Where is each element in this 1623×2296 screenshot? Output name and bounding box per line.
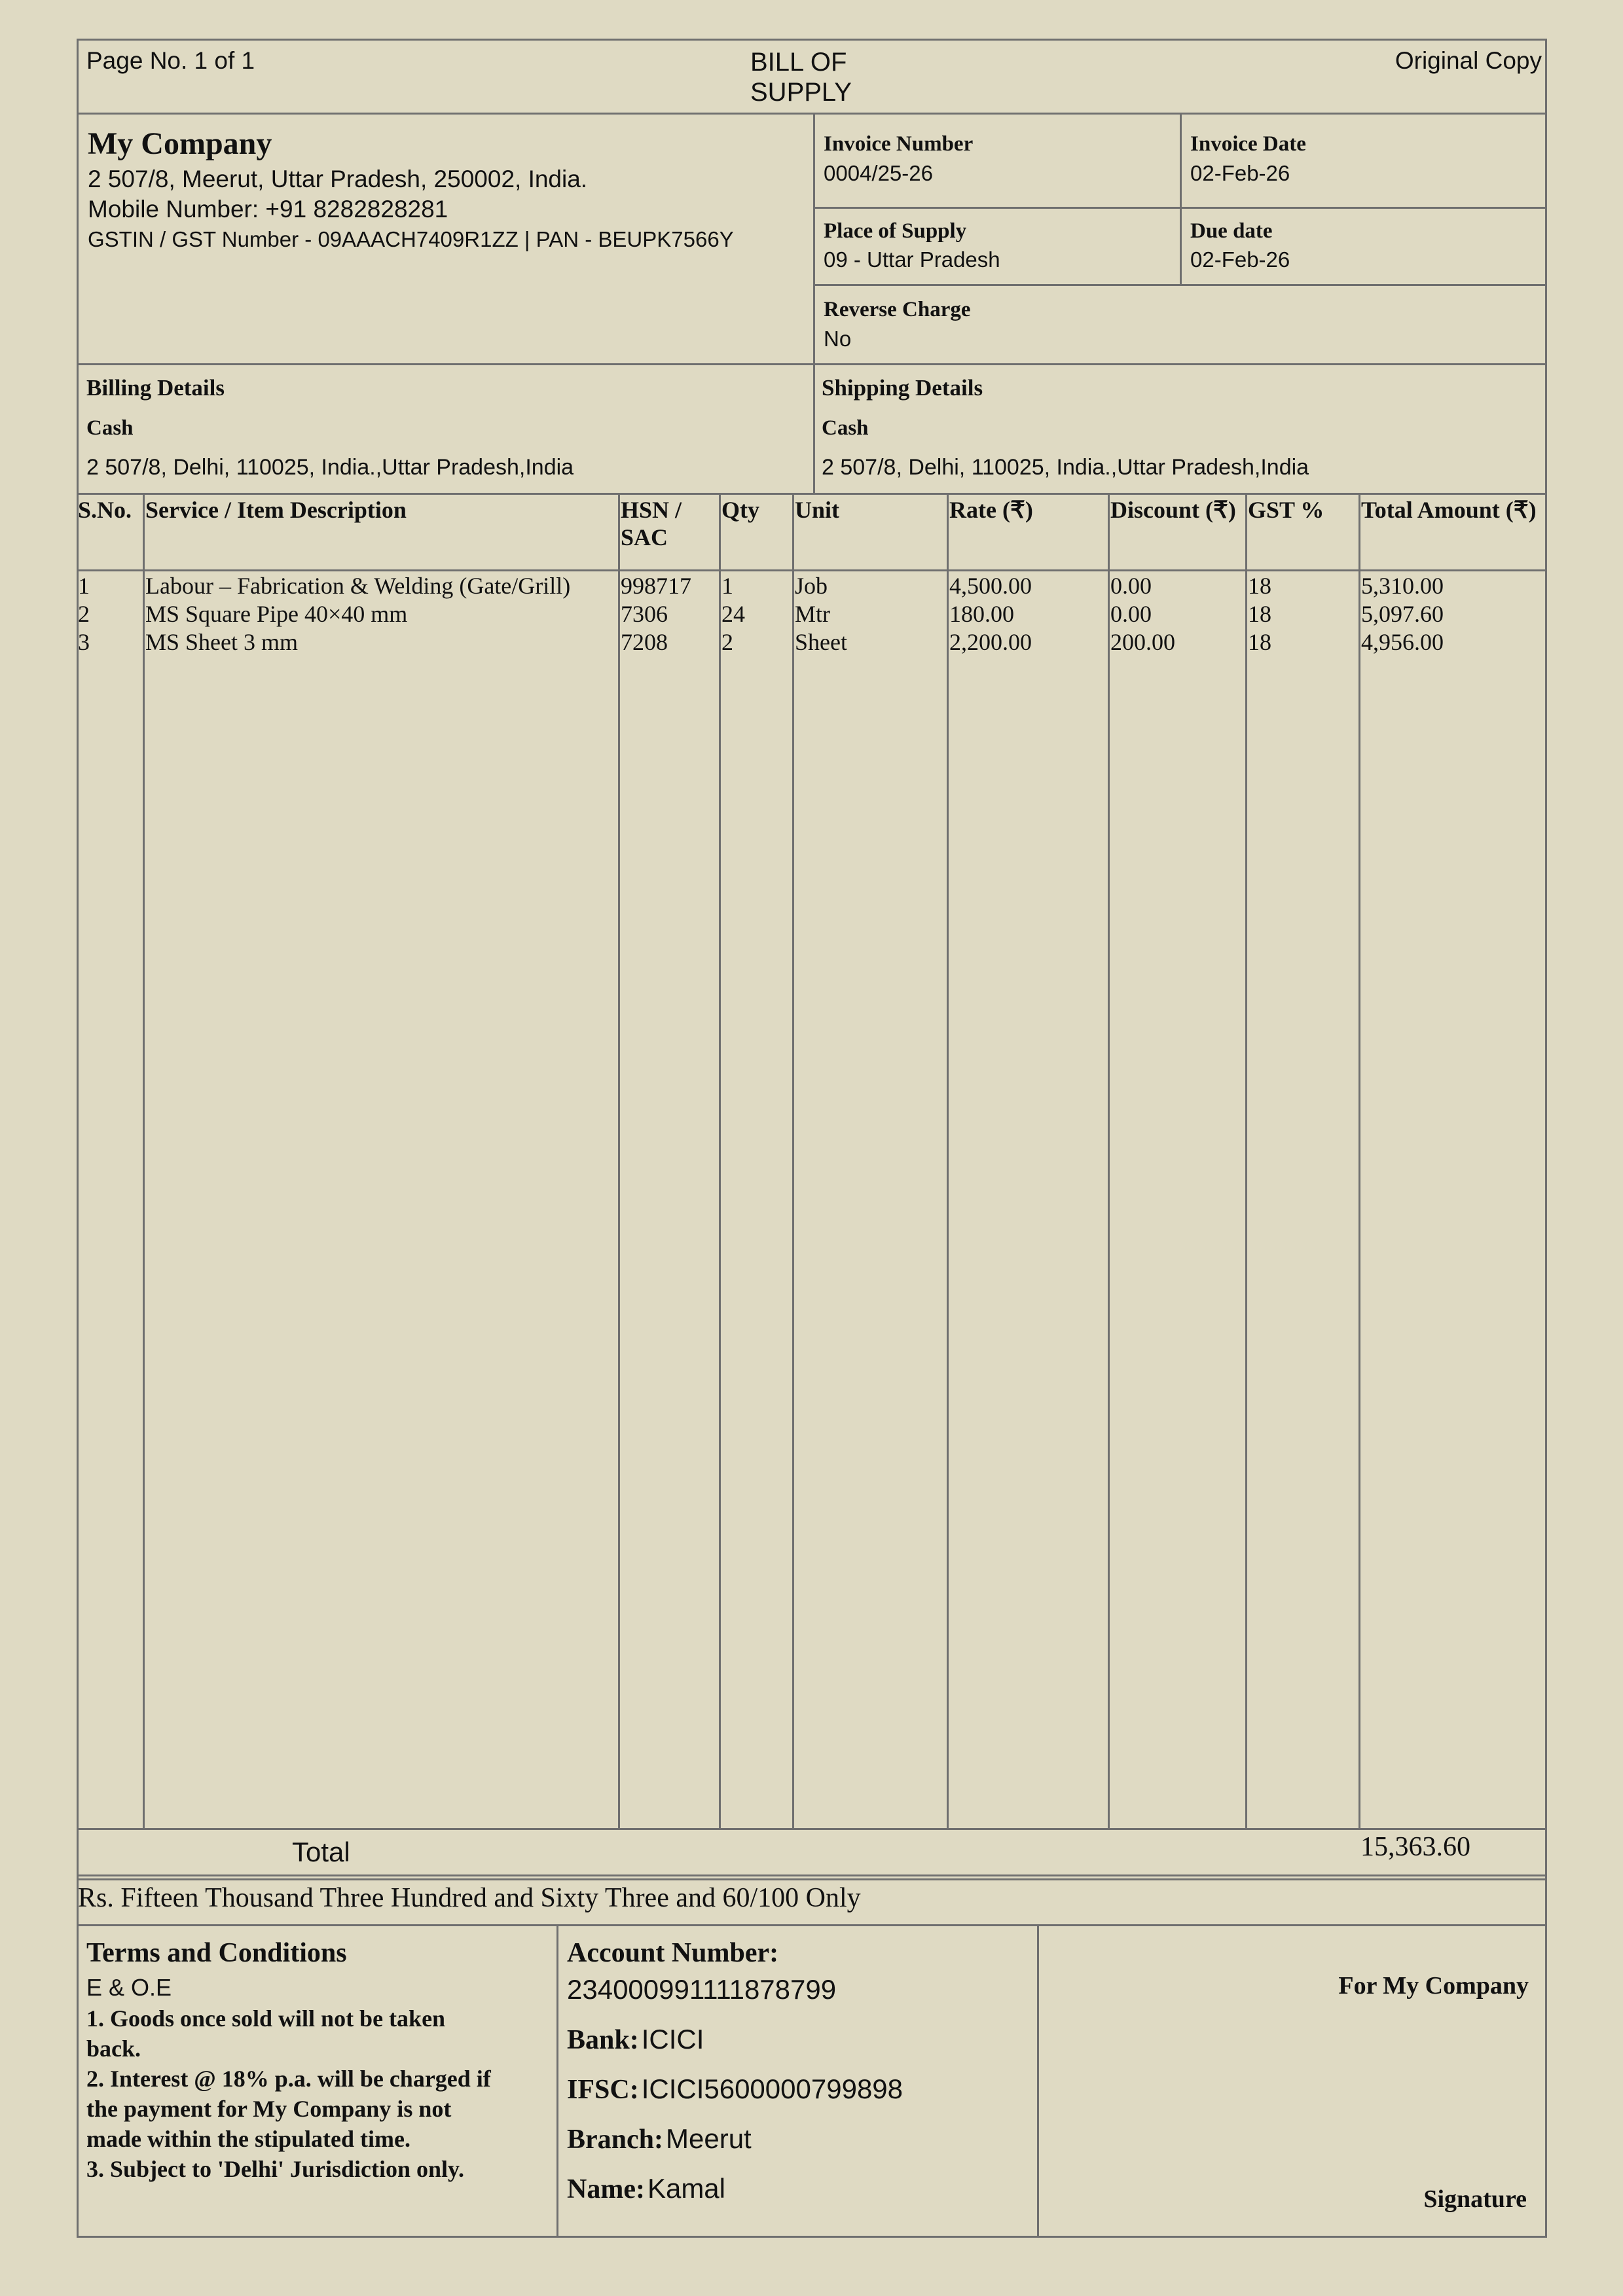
bank-row bbox=[567, 2024, 704, 2056]
cell-description: MS Sheet 3 mm bbox=[145, 629, 299, 655]
reverse-charge-label: Reverse Charge bbox=[824, 298, 971, 321]
invoice-number: 0004/25-26 bbox=[824, 161, 933, 185]
divider bbox=[556, 1924, 558, 2238]
col-header-qty: Qty bbox=[721, 497, 759, 523]
terms-line: back. bbox=[86, 2036, 141, 2062]
divider bbox=[77, 363, 1547, 365]
name-row bbox=[567, 2173, 725, 2205]
divider bbox=[1108, 493, 1110, 1829]
cell-sno: 2 bbox=[78, 601, 90, 627]
cell-hsn: 998717 bbox=[621, 573, 691, 599]
divider bbox=[77, 1924, 1547, 1926]
divider bbox=[947, 493, 949, 1829]
col-header-rate: Rate (₹) bbox=[949, 497, 1033, 523]
ifsc-label: IFSC: bbox=[567, 2075, 639, 2105]
cell-unit: Sheet bbox=[795, 629, 847, 655]
cell-discount: 0.00 bbox=[1110, 601, 1152, 627]
account-number: 234000991111878799 bbox=[567, 1974, 837, 2005]
divider bbox=[792, 493, 794, 1829]
bank-label: Bank: bbox=[567, 2025, 639, 2055]
cell-discount: 200.00 bbox=[1110, 629, 1175, 655]
divider bbox=[77, 1878, 1547, 1880]
terms-list bbox=[86, 2003, 491, 2184]
cell-sno: 3 bbox=[78, 629, 90, 655]
shipping-label: Shipping Details bbox=[822, 375, 983, 401]
ifsc-row bbox=[567, 2073, 903, 2106]
divider bbox=[143, 493, 145, 1829]
divider bbox=[719, 493, 721, 1829]
cell-hsn: 7208 bbox=[621, 629, 668, 655]
divider bbox=[77, 569, 1547, 571]
col-header-gst: GST % bbox=[1248, 497, 1324, 523]
divider bbox=[77, 1874, 1547, 1876]
due-date: 02-Feb-26 bbox=[1190, 247, 1290, 272]
col-header-total: Total Amount (₹) bbox=[1361, 497, 1537, 523]
cell-qty: 2 bbox=[721, 629, 733, 655]
cell-gst: 18 bbox=[1248, 601, 1271, 627]
invoice-number-label: Invoice Number bbox=[824, 132, 974, 156]
col-header-hsn bbox=[621, 496, 682, 551]
place-of-supply: 09 - Uttar Pradesh bbox=[824, 247, 1000, 272]
for-company: For My Company bbox=[1338, 1972, 1529, 2000]
cell-rate: 2,200.00 bbox=[949, 629, 1032, 655]
divider bbox=[1359, 493, 1360, 1829]
cell-gst: 18 bbox=[1248, 573, 1271, 599]
account-holder-label: Name: bbox=[567, 2174, 645, 2204]
divider bbox=[813, 113, 815, 494]
cell-description: MS Square Pipe 40×40 mm bbox=[145, 601, 408, 627]
terms-line: 2. Interest @ 18% p.a. will be charged if bbox=[86, 2066, 491, 2092]
total-value: 15,363.60 bbox=[1360, 1832, 1470, 1862]
divider bbox=[77, 113, 1547, 115]
invoice-date-label: Invoice Date bbox=[1190, 132, 1306, 156]
terms-eoe: E & O.E bbox=[86, 1974, 172, 2001]
cell-total: 4,956.00 bbox=[1361, 629, 1444, 655]
cell-total: 5,310.00 bbox=[1361, 573, 1444, 599]
branch-label: Branch: bbox=[567, 2125, 663, 2155]
terms-line: the payment for My Company is not bbox=[86, 2096, 452, 2122]
cell-hsn: 7306 bbox=[621, 601, 668, 627]
billing-label: Billing Details bbox=[86, 375, 225, 401]
cell-qty: 24 bbox=[721, 601, 745, 627]
amount-in-words: Rs. Fifteen Thousand Three Hundred and Sixty Three and 60/100 Only bbox=[78, 1883, 861, 1913]
terms-line: made within the stipulated time. bbox=[86, 2126, 410, 2152]
page-number: Page No. 1 of 1 bbox=[86, 47, 255, 74]
shipping-name: Cash bbox=[822, 416, 869, 440]
cell-qty: 1 bbox=[721, 573, 733, 599]
account-holder-name: Kamal bbox=[647, 2173, 726, 2204]
cell-unit: Job bbox=[795, 573, 828, 599]
document-title bbox=[750, 47, 852, 107]
reverse-charge: No bbox=[824, 327, 852, 351]
total-label: Total bbox=[292, 1837, 350, 1867]
company-gstin: GSTIN / GST Number - 09AAACH7409R1ZZ | PAN - BEUPK7566Y bbox=[88, 227, 734, 251]
cell-gst: 18 bbox=[1248, 629, 1271, 655]
document-title-line2: SUPPLY bbox=[750, 78, 852, 107]
cell-rate: 180.00 bbox=[949, 601, 1014, 627]
divider bbox=[1037, 1924, 1039, 2238]
col-header-hsn-line2: SAC bbox=[621, 524, 668, 550]
bank-name: ICICI bbox=[641, 2024, 704, 2054]
divider bbox=[77, 493, 1547, 495]
col-header-discount: Discount (₹) bbox=[1110, 497, 1236, 523]
billing-name: Cash bbox=[86, 416, 134, 440]
col-header-unit: Unit bbox=[795, 497, 840, 523]
cell-description: Labour – Fabrication & Welding (Gate/Grill) bbox=[145, 573, 571, 599]
copy-label: Original Copy bbox=[1395, 47, 1542, 74]
invoice-date: 02-Feb-26 bbox=[1190, 161, 1290, 185]
company-address: 2 507/8, Meerut, Uttar Pradesh, 250002, India. bbox=[88, 166, 588, 192]
place-of-supply-label: Place of Supply bbox=[824, 219, 967, 243]
branch-name: Meerut bbox=[666, 2123, 752, 2154]
col-header-hsn-line1: HSN / bbox=[621, 497, 682, 523]
cell-discount: 0.00 bbox=[1110, 573, 1152, 599]
col-header-sno: S.No. bbox=[78, 497, 132, 523]
ifsc-code: ICICI5600000799898 bbox=[641, 2073, 903, 2104]
terms-line: 3. Subject to 'Delhi' Jurisdiction only. bbox=[86, 2156, 465, 2182]
cell-sno: 1 bbox=[78, 573, 90, 599]
account-number-label: Account Number: bbox=[567, 1938, 779, 1968]
cell-total: 5,097.60 bbox=[1361, 601, 1444, 627]
divider bbox=[1180, 113, 1182, 285]
terms-line: 1. Goods once sold will not be taken bbox=[86, 2005, 446, 2032]
cell-unit: Mtr bbox=[795, 601, 830, 627]
shipping-address: 2 507/8, Delhi, 110025, India.,Uttar Pradesh,India bbox=[822, 455, 1309, 480]
document-title-line1: BILL OF bbox=[750, 48, 847, 77]
divider bbox=[77, 1828, 1547, 1830]
divider bbox=[1245, 493, 1247, 1829]
company-mobile: Mobile Number: +91 8282828281 bbox=[88, 196, 448, 223]
branch-row bbox=[567, 2123, 752, 2155]
terms-title: Terms and Conditions bbox=[86, 1938, 347, 1968]
billing-address: 2 507/8, Delhi, 110025, India.,Uttar Pradesh,India bbox=[86, 455, 574, 480]
due-date-label: Due date bbox=[1190, 219, 1273, 243]
company-name: My Company bbox=[88, 126, 272, 161]
signature-label: Signature bbox=[1423, 2185, 1527, 2213]
col-header-description: Service / Item Description bbox=[145, 497, 407, 523]
divider bbox=[618, 493, 620, 1829]
cell-rate: 4,500.00 bbox=[949, 573, 1032, 599]
